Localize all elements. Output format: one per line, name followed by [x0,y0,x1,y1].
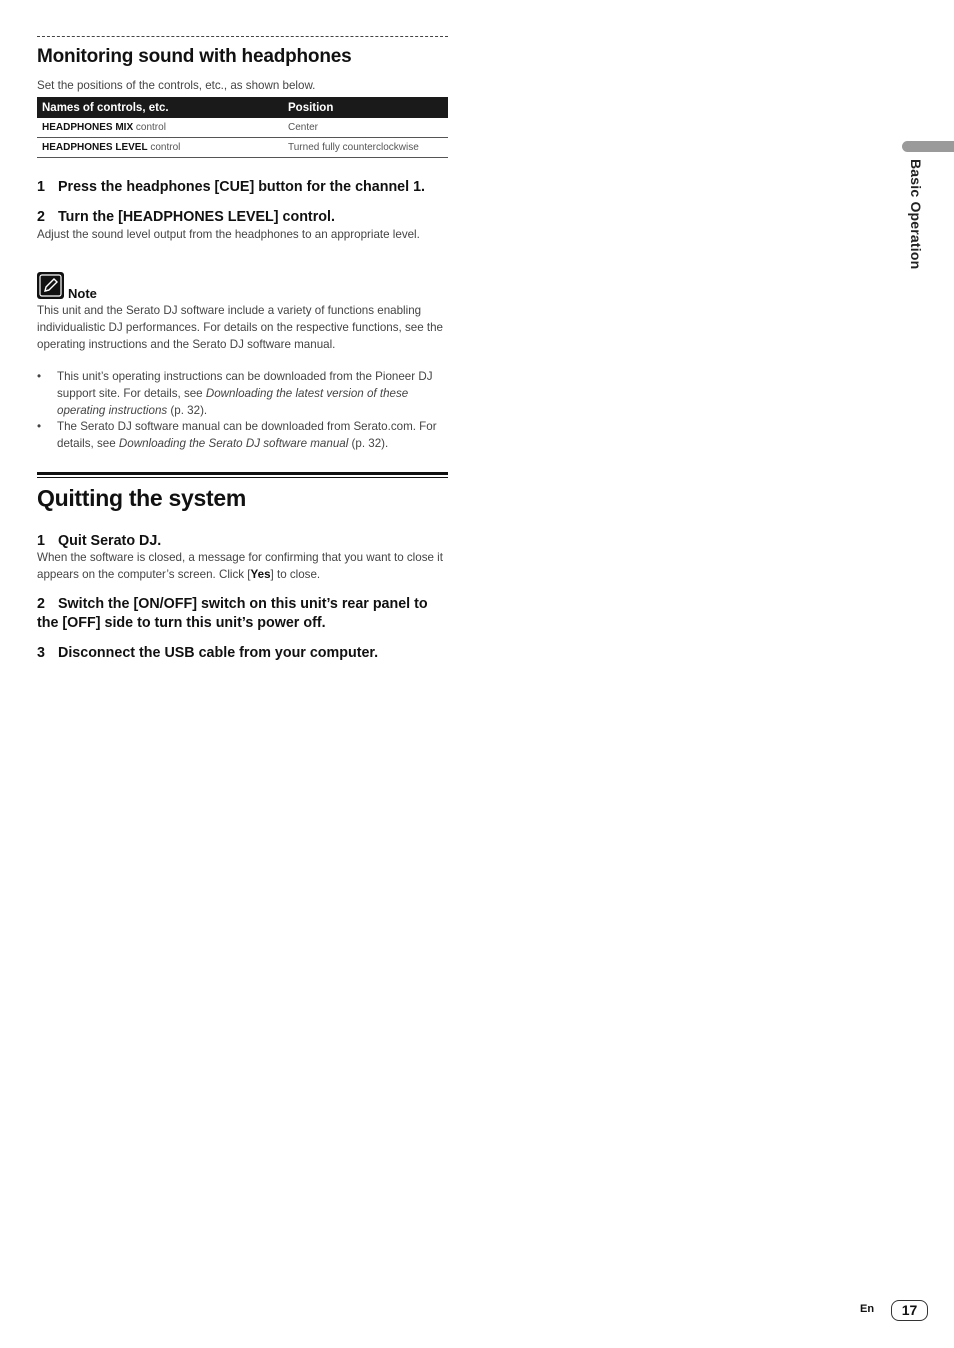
table-header-name: Names of controls, etc. [37,97,283,118]
step-text: Turn the [HEADPHONES LEVEL] control. [58,209,335,225]
control-suffix: control [147,142,181,153]
control-suffix: control [133,122,166,133]
step-1-quit [37,532,448,551]
step-3-usb [37,644,448,663]
table-row [37,118,448,138]
table-cell-position: Turned fully counterclockwise [283,138,448,158]
section-title-monitoring: Monitoring sound with headphones [37,46,352,67]
table-cell-position: Center [283,118,448,138]
table-header-position: Position [283,97,448,118]
list-item: • The Serato DJ software manual can be downloaded from Serato.com. For details, see Downloading the Serato DJ software manual (p. 32). [37,420,437,450]
cross-reference: Downloading the Serato DJ software manual [118,436,349,450]
list-item: • This unit’s operating instructions can be downloaded from the Pioneer DJ support site. For details, see Downloading the latest version of these operating instructions (p. 32). [37,370,433,417]
table-cell-name [37,138,283,158]
step-2-power [37,595,448,633]
bullet-text: This unit’s operating instructions can be downloaded from the Pioneer DJ support site. For details, see [57,370,433,400]
note-label: Note [68,286,97,301]
step-number: 2 [37,209,45,225]
table-header-row [37,97,448,118]
step-1-detail [37,550,448,584]
page-number: 17 [891,1300,928,1321]
step-text: Press the headphones [CUE] button for the channel 1. [58,179,425,195]
pencil-note-icon [37,272,64,299]
section-title-quitting: Quitting the system [37,485,246,511]
detail-text: ] to close. [270,567,321,581]
page-ref: (p. 32). [348,436,389,450]
chapter-label: Basic Operation [908,159,924,270]
bullet-text: The Serato DJ software manual can be downloaded from Serato.com. For details, see [57,420,437,450]
controls-table [37,97,448,158]
control-name: HEADPHONES LEVEL [42,142,148,153]
footer-language: En [860,1303,875,1315]
step-1-cue [37,178,448,197]
step-2-level [37,208,448,227]
yes-label: Yes [250,567,271,581]
step-number: 2 [37,596,45,612]
control-name: HEADPHONES MIX [42,122,134,133]
step-text: Disconnect the USB cable from your computer. [58,645,379,661]
cross-reference: Downloading the latest version of these operating instructions [57,386,409,417]
step-text: Switch the [ON/OFF] switch on this unit’s rear panel to the [OFF] side to turn this unit’s power off. [37,596,428,631]
table-cell-name [37,118,283,138]
step-2-detail: Adjust the sound level output from the headphones to an appropriate level. [37,228,420,241]
step-text: Quit Serato DJ. [58,533,162,549]
section-divider-thick [37,472,448,475]
table-row [37,138,448,158]
step-number: 1 [37,533,45,549]
page-ref: (p. 32). [167,403,208,417]
step-number: 3 [37,645,45,661]
section-divider-thin [37,477,448,478]
chapter-tab [902,141,954,152]
note-body: This unit and the Serato DJ software include a variety of functions enabling individualistic DJ performances. For details on the respective functions, see the operating instructions and the Serato DJ software manual. [37,304,443,351]
section-intro: Set the positions of the controls, etc., as shown below. [37,79,316,92]
step-number: 1 [37,179,45,195]
section-divider-dashed [37,36,448,37]
detail-text: When the software is closed, a message for confirming that you want to close it appears on the computer’s screen. Click [ [37,551,443,581]
